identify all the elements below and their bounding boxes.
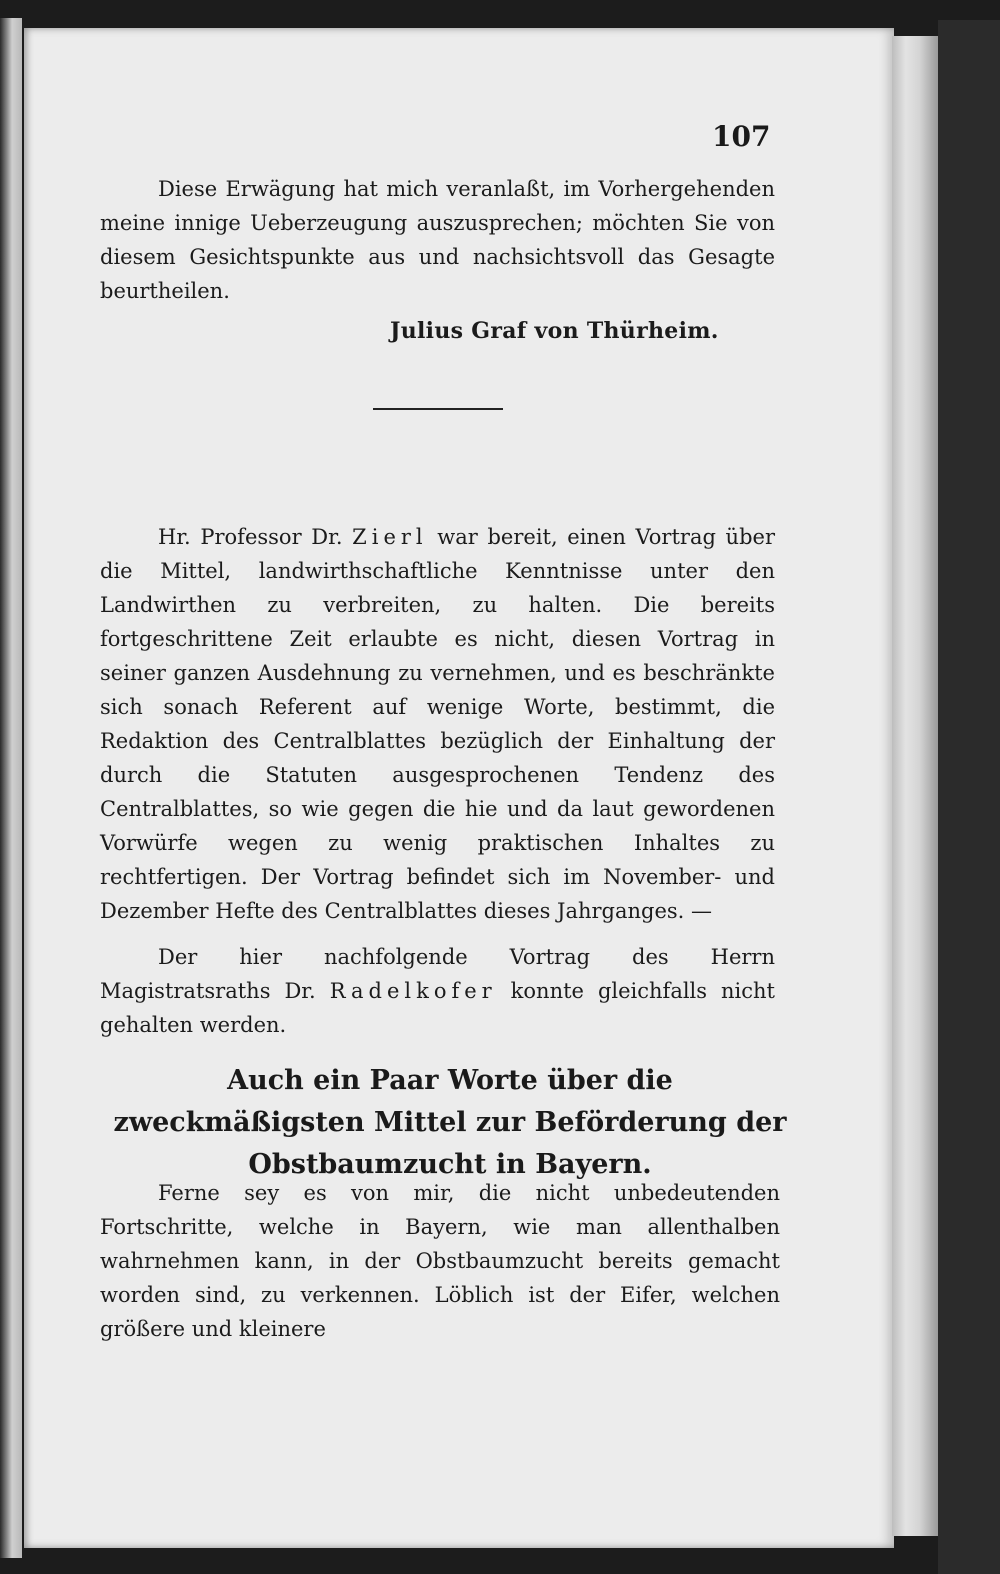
signature: Julius Graf von Thürheim. (390, 318, 719, 344)
section-heading: Auch ein Paar Worte über die zweckmäßigsten Mittel zur Beförderung der Obstbaumzucht in Bayern. (113, 1065, 787, 1180)
name-radelkofer: Radelkofer (329, 979, 497, 1003)
paragraph-erwaegung: Diese Erwägung hat mich veranlaßt, im Vorhergehenden meine innige Ueberzeugung auszusprechen; möchten Sie von diesem Gesichtspunkte aus und nachsichtsvoll das Gesagte beurtheilen. (100, 177, 775, 303)
para3-start: Der hier nachfolgende Vortrag des Herrn Magistratsraths Dr. (100, 945, 775, 1003)
left-page-edge (0, 18, 22, 1558)
para3-rest: konnte gleichfalls nicht gehalten werden. (100, 979, 775, 1037)
name-zierl: Zierl (352, 525, 428, 549)
para2-start: Hr. Professor Dr. (158, 525, 353, 549)
paragraph-radelkofer (100, 940, 775, 1042)
separator-rule (373, 408, 503, 410)
para2-rest: war bereit, einen Vortrag über die Mittel, landwirthschaftliche Kenntnisse unter den Landwirthen zu verbreiten, zu halten. Die bereits fortgeschrittene Zeit erlaubte es nicht, diesen Vortrag in seiner ganzen Ausdehnung zu vernehmen, und es beschränkte sich sonach Referent auf wenige Worte, bestimmt, die Redaktion des Centralblattes bezüglich der Einhaltung der durch die Statuten ausgesprochenen Tendenz des Centralblattes, so wie gegen die hie und da laut gewordenen Vorwürfe wegen zu wenig praktischen Inhaltes zu rechtfertigen. Der Vortrag befindet sich im November- und Dezember Hefte des Centralblattes dieses Jahrganges. — (100, 525, 775, 923)
page-number: 107 (712, 120, 771, 153)
paragraph-zierl (100, 520, 775, 928)
page-stack-edge (892, 36, 938, 1536)
background-shadow (938, 20, 1000, 1574)
paragraph-ferne: Ferne sey es von mir, die nicht unbedeutenden Fortschritte, welche in Bayern, wie man allenthalben wahrnehmen kann, in der Obstbaumzucht bereits gemacht worden sind, zu verkennen. Löblich ist der Eifer, welchen größere und kleinere (100, 1181, 780, 1341)
